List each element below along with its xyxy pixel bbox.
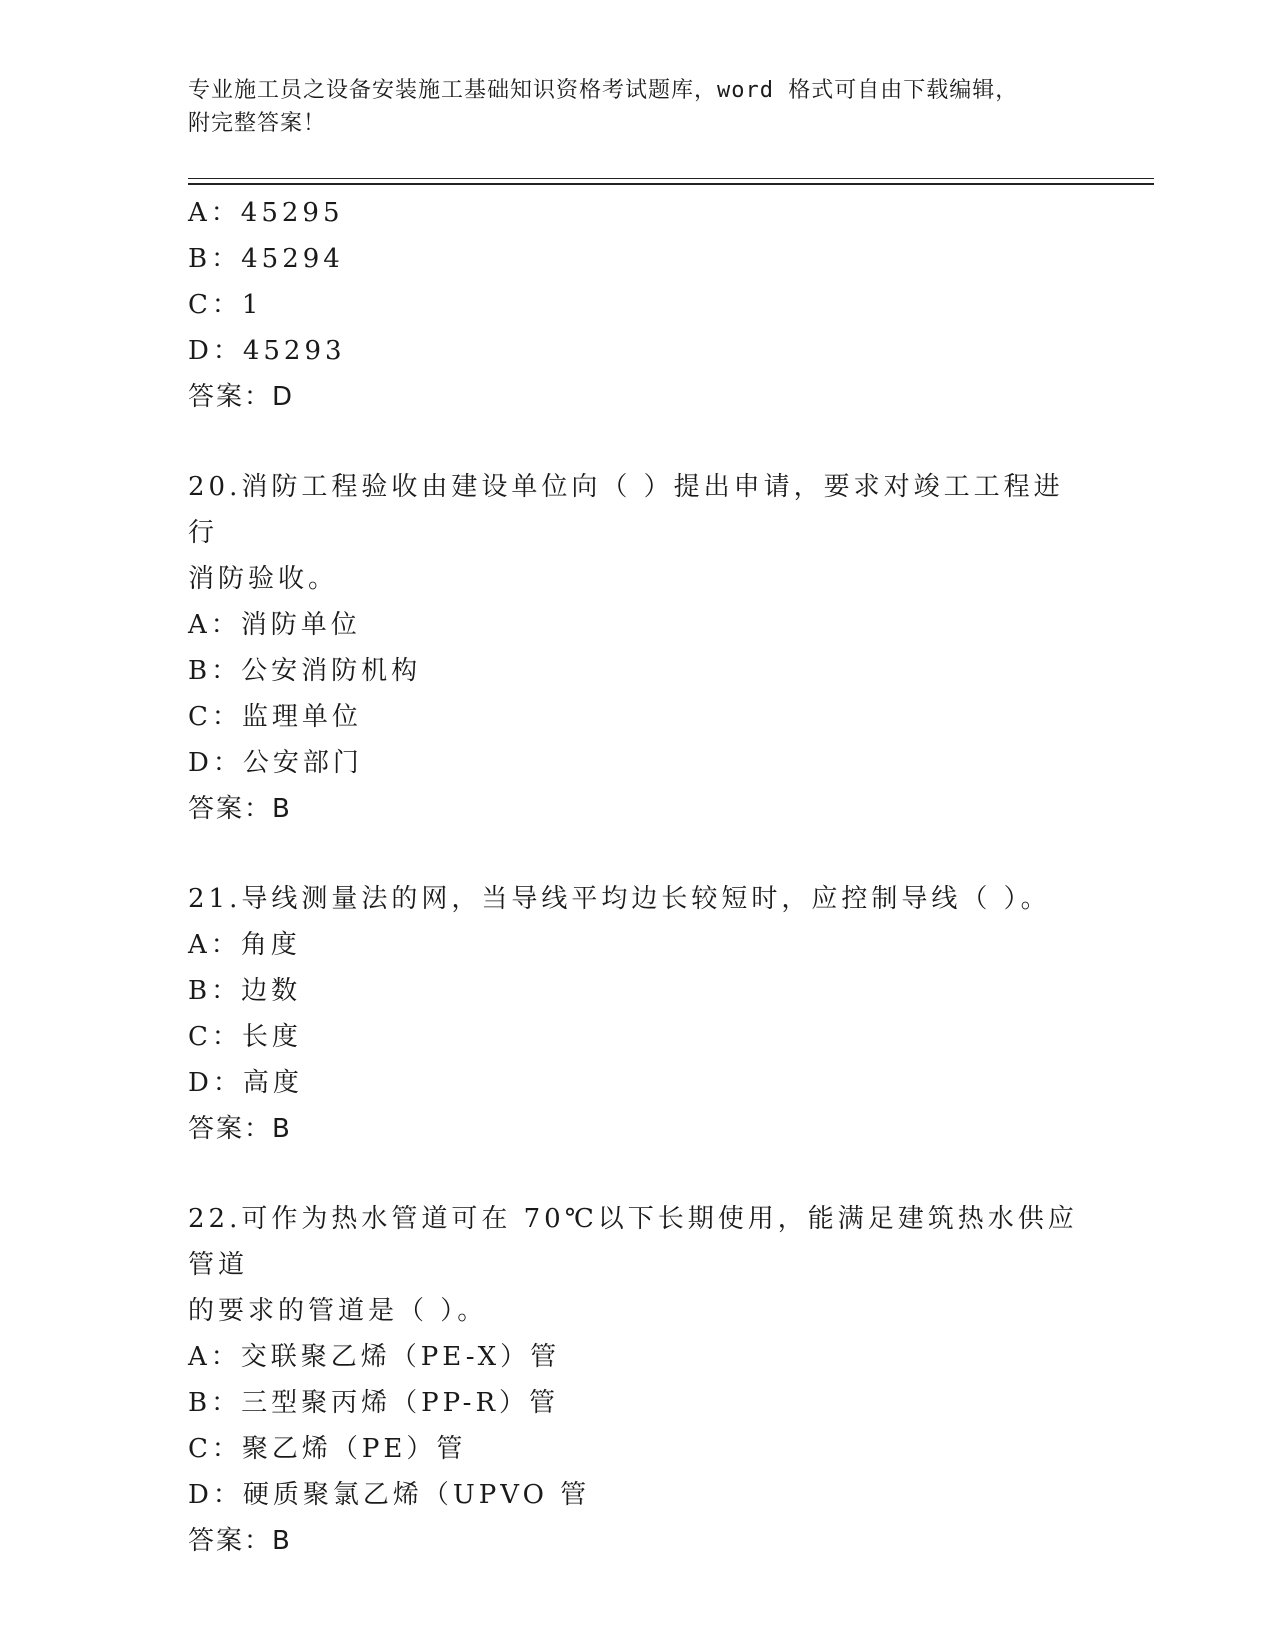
- answer-line: 答案：D: [188, 382, 295, 412]
- option-b: B：公安消防机构: [188, 656, 422, 686]
- option-a: A：45295: [188, 198, 344, 228]
- answer-line: 答案：B: [188, 1526, 292, 1556]
- header-line-1: 专业施工员之设备安装施工基础知识资格考试题库，word 格式可自由下载编辑，: [188, 78, 1019, 103]
- question-block-20: [188, 464, 1088, 832]
- option-b: B：边数: [188, 976, 302, 1006]
- option-d: D：高度: [188, 1068, 303, 1098]
- question-block-22: [188, 1196, 1088, 1564]
- question-stem-line-2: 消防验收。: [188, 564, 339, 594]
- header-divider-thin: [188, 178, 1154, 179]
- option-b: B：三型聚丙烯（PP-R）管: [188, 1388, 560, 1418]
- header-divider-thick: [188, 183, 1154, 185]
- question-stem-line-2: 的要求的管道是（ ）。: [188, 1296, 488, 1326]
- option-d: D：硬质聚氯乙烯（UPVO 管: [188, 1480, 591, 1510]
- option-b: B：45294: [188, 244, 344, 274]
- question-block-21: [188, 876, 1088, 1152]
- option-c: C：长度: [188, 1022, 302, 1052]
- header-line-2: 附完整答案！: [188, 111, 327, 136]
- option-d: D：45293: [188, 336, 346, 366]
- question-stem-line-1: 20.消防工程验收由建设单位向（ ）提出申请，要求对竣工工程进行: [188, 472, 1064, 548]
- question-block-19: [188, 190, 1088, 420]
- question-list: [188, 190, 1088, 1564]
- option-c: C：监理单位: [188, 702, 362, 732]
- question-stem-line-1: 22.可作为热水管道可在 70℃以下长期使用，能满足建筑热水供应管道: [188, 1204, 1078, 1280]
- option-a: A：交联聚乙烯（PE-X）管: [188, 1342, 561, 1372]
- answer-line: 答案：B: [188, 1114, 292, 1144]
- document-header: [188, 74, 1068, 140]
- option-c: C：1: [188, 290, 263, 320]
- option-d: D：公安部门: [188, 748, 363, 778]
- question-stem-line-1: 21.导线测量法的网，当导线平均边长较短时，应控制导线（ ）。: [188, 884, 1051, 914]
- option-a: A：角度: [188, 930, 301, 960]
- option-a: A：消防单位: [188, 610, 361, 640]
- answer-line: 答案：B: [188, 794, 292, 824]
- option-c: C：聚乙烯（PE）管: [188, 1434, 467, 1464]
